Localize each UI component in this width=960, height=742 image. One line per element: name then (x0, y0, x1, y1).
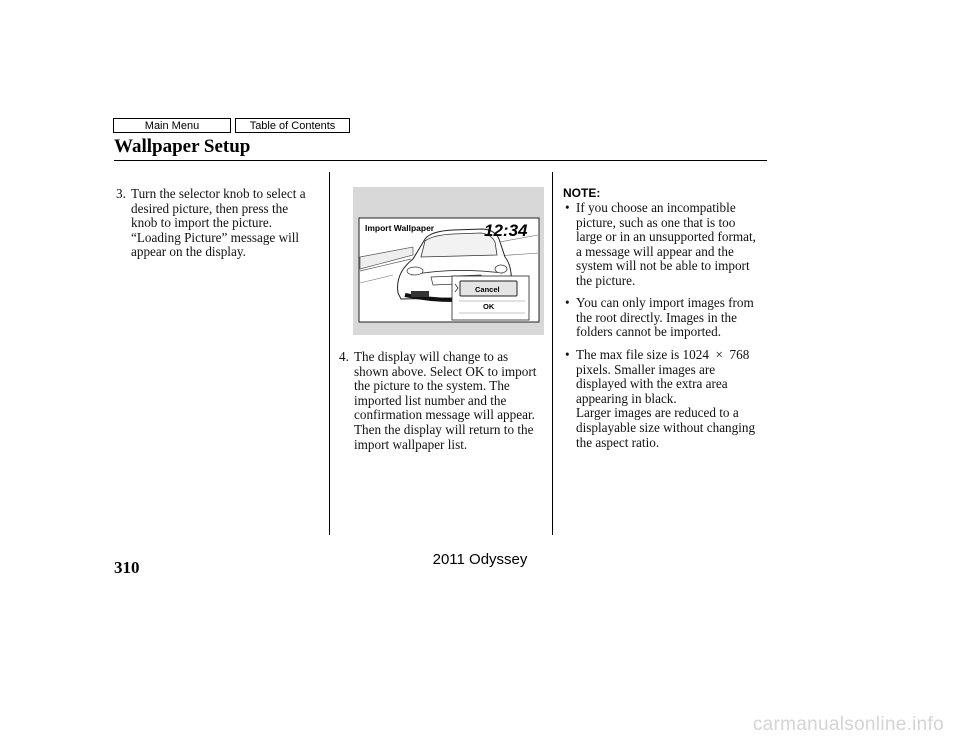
bullet-glyph: • (565, 200, 570, 215)
note-text: If you choose an incompatible picture, such as one that is too large or in an unsupported format, a message will appear and the system will not be able to import the picture. (576, 200, 756, 288)
step-text: Turn the selector knob to select a desired picture, then press the knob to import the picture. “Loading Picture” message will appear on the display. (131, 186, 306, 260)
step-3 (116, 187, 306, 260)
screen-clock: 12:34 (484, 221, 528, 240)
screen-title: Import Wallpaper (365, 223, 435, 233)
column-divider-right (552, 172, 553, 535)
wallpaper-screen-illustration (353, 187, 544, 335)
bullet-glyph: • (565, 347, 570, 362)
note-item (565, 348, 755, 450)
cancel-option: Cancel (475, 285, 500, 294)
watermark: carmanualsonline.info (752, 714, 944, 735)
step-number: 3. (116, 186, 126, 201)
note-item (565, 296, 754, 340)
column-divider-left (329, 172, 330, 535)
page-number: 310 (114, 558, 140, 577)
model-name: 2011 Odyssey (432, 551, 528, 568)
note-item (565, 201, 756, 289)
note-text: You can only import images from the root directly. Images in the folders cannot be imported. (576, 295, 754, 340)
title-rule (114, 160, 767, 161)
figure-panel (353, 187, 544, 335)
step-text: The display will change to as shown above. Select OK to import the picture to the system. The imported list number and the confirmation message will appear. Then the display will return to the import wallpaper list. (354, 349, 537, 452)
table-of-contents-button[interactable]: Table of Contents (235, 118, 350, 133)
step-4 (339, 350, 536, 452)
bullet-glyph: • (565, 295, 570, 310)
ok-option: OK (483, 302, 495, 311)
step-number: 4. (339, 349, 349, 364)
note-heading: NOTE: (563, 186, 601, 200)
page-title: Wallpaper Setup (114, 136, 251, 157)
main-menu-button[interactable]: Main Menu (113, 118, 231, 133)
note-text: The max file size is 1024 × 768 pixels. Smaller images are displayed with the extra area appearing in black. Larger images are reduced to a displayable size without changing the aspect ratio. (576, 347, 756, 450)
